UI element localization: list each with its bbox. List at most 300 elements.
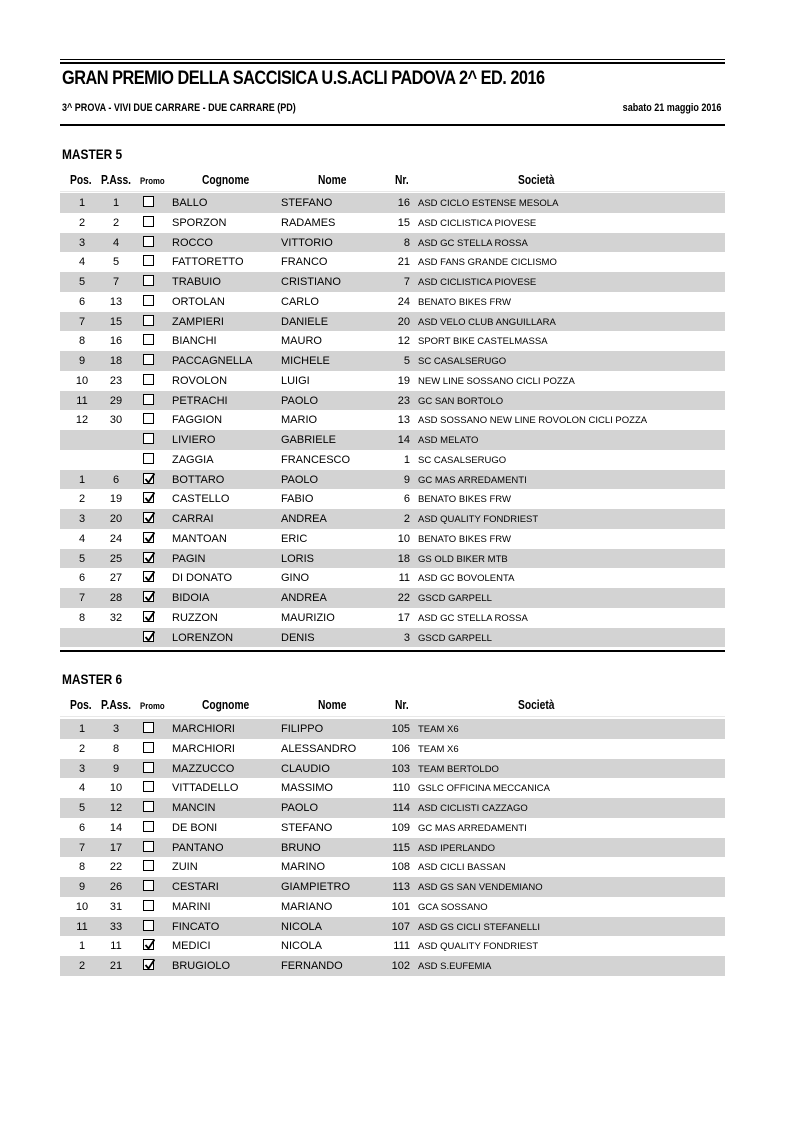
promo-checkbox-empty	[143, 196, 154, 207]
cell-societa: ASD QUALITY FONDRIEST	[418, 941, 539, 953]
cell-societa: NEW LINE SOSSANO CICLI POZZA	[418, 375, 575, 387]
table-row	[60, 628, 725, 648]
cell-pass: 33	[109, 920, 123, 933]
promo-checkbox-checked	[143, 512, 154, 523]
table-row	[60, 608, 725, 628]
cell-pos: 6	[78, 572, 86, 585]
cell-pass: 22	[109, 861, 123, 874]
page-subtitle: 3^ PROVA - VIVI DUE CARRARE - DUE CARRARE (PD)	[62, 102, 296, 114]
cell-societa: ASD GC STELLA ROSSA	[418, 612, 528, 624]
cell-cognome: MEDICI	[172, 940, 211, 953]
promo-checkbox-empty	[143, 742, 154, 753]
cell-pos: 1	[78, 197, 86, 209]
promo-checkbox-empty	[143, 880, 154, 891]
checkmark-icon	[144, 591, 155, 603]
cell-nr: 114	[392, 802, 410, 814]
promo-checkbox-checked	[143, 532, 154, 543]
column-header-rule	[60, 191, 725, 192]
cell-pass: 19	[109, 493, 123, 506]
promo-checkbox-empty	[143, 781, 154, 792]
cell-pos: 4	[78, 532, 86, 545]
cell-nr: 18	[397, 552, 410, 565]
cell-nr: 106	[391, 742, 410, 755]
cell-pass: 18	[109, 355, 123, 367]
cell-cognome: ROCCO	[172, 236, 213, 249]
cell-nome: GIAMPIETRO	[281, 881, 351, 893]
cell-pass: 26	[109, 881, 123, 893]
cell-pass: 23	[109, 374, 123, 387]
section-end-rule	[60, 650, 725, 652]
table-row	[60, 936, 725, 956]
cell-societa: ASD S.EUFEMIA	[418, 961, 492, 972]
cell-cognome: PACCAGNELLA	[172, 355, 253, 367]
cell-cognome: BOTTARO	[172, 473, 225, 486]
cell-pos: 8	[78, 611, 86, 624]
cell-societa: TEAM BERTOLDO	[418, 763, 499, 775]
cell-societa: GS OLD BIKER MTB	[418, 553, 508, 565]
cell-nome: FERNANDO	[281, 960, 343, 972]
cell-nome: FRANCESCO	[281, 453, 351, 466]
cell-cognome: PANTANO	[172, 841, 224, 854]
cell-nome: CARLO	[281, 295, 319, 308]
cell-cognome: MAZZUCCO	[172, 762, 235, 775]
table-row	[60, 798, 725, 818]
table-row	[60, 818, 725, 838]
cell-nr: 8	[403, 236, 410, 249]
cell-nome: MARINO	[281, 861, 325, 874]
table-row	[60, 213, 725, 233]
cell-cognome: VITTADELLO	[172, 782, 239, 795]
cell-pos: 8	[78, 335, 86, 348]
column-header-rule	[60, 716, 725, 717]
cell-pass: 28	[109, 592, 123, 604]
cell-nome: MAURIZIO	[281, 611, 335, 624]
cell-cognome: PETRACHI	[172, 394, 228, 407]
cell-societa: SC CASALSERUGO	[418, 356, 507, 367]
promo-checkbox-empty	[143, 374, 154, 385]
cell-pass: 9	[112, 762, 120, 775]
promo-checkbox-empty	[143, 762, 154, 773]
cell-pos: 2	[78, 216, 86, 229]
column-header-row	[60, 696, 725, 716]
col-cognome: Cognome	[202, 173, 250, 187]
col-societa: Società	[518, 173, 555, 187]
cell-nome: STEFANO	[281, 821, 333, 834]
cell-societa: ASD CICLISTI CAZZAGO	[418, 803, 528, 814]
col-pass: P.Ass.	[101, 698, 132, 712]
cell-nome: ERIC	[281, 532, 308, 545]
col-pass: P.Ass.	[101, 173, 132, 187]
promo-checkbox-checked	[143, 552, 154, 563]
col-nr: Nr.	[395, 698, 409, 712]
cell-societa: TEAM X6	[418, 724, 459, 735]
cell-pass: 14	[109, 821, 123, 834]
table-row	[60, 956, 725, 976]
table-row	[60, 568, 725, 588]
cell-pos: 3	[78, 236, 86, 249]
col-cognome: Cognome	[202, 698, 250, 712]
cell-cognome: ZAMPIERI	[172, 315, 224, 328]
cell-pass: 13	[109, 295, 123, 308]
promo-checkbox-checked	[143, 939, 154, 950]
checkmark-icon	[144, 473, 155, 485]
cell-nome: PAOLO	[281, 802, 319, 814]
cell-nr: 105	[391, 723, 410, 735]
cell-pos: 2	[78, 960, 86, 972]
cell-societa: GSCD GARPELL	[418, 632, 492, 644]
promo-checkbox-empty	[143, 354, 154, 365]
cell-nome: FRANCO	[281, 256, 328, 269]
table-row	[60, 588, 725, 608]
cell-societa: GC MAS ARREDAMENTI	[418, 822, 527, 834]
cell-nr: 115	[392, 841, 410, 854]
cell-nr: 108	[391, 861, 410, 874]
cell-pass: 20	[109, 513, 123, 525]
table-row	[60, 470, 725, 490]
cell-pos: 3	[78, 762, 86, 775]
cell-societa: GCA SOSSANO	[418, 901, 488, 913]
cell-nome: MAURO	[281, 335, 322, 348]
cell-pos: 11	[76, 394, 88, 407]
cell-pass: 31	[109, 900, 123, 913]
promo-checkbox-empty	[143, 216, 154, 227]
checkmark-icon	[144, 532, 155, 544]
promo-checkbox-empty	[143, 334, 154, 345]
cell-cognome: ZUIN	[172, 861, 198, 874]
cell-pass: 30	[109, 414, 123, 427]
top-double-rule-1	[60, 59, 725, 60]
table-row	[60, 292, 725, 312]
cell-pos: 5	[78, 276, 86, 288]
table-row	[60, 233, 725, 253]
checkmark-icon	[144, 552, 155, 564]
cell-nr: 6	[403, 493, 410, 506]
cell-nr: 5	[403, 355, 410, 367]
cell-pos: 2	[78, 493, 86, 506]
promo-checkbox-empty	[143, 453, 154, 464]
cell-societa: SC CASALSERUGO	[418, 454, 507, 466]
cell-pass: 4	[112, 236, 120, 249]
promo-checkbox-empty	[143, 920, 154, 931]
cell-pos: 6	[78, 821, 86, 834]
table-row	[60, 719, 725, 739]
table-row	[60, 509, 725, 529]
cell-pass: 11	[110, 940, 122, 953]
cell-societa: ASD CICLISTICA PIOVESE	[418, 217, 537, 229]
table-row	[60, 489, 725, 509]
promo-checkbox-empty	[143, 900, 154, 911]
table-row	[60, 897, 725, 917]
cell-cognome: CARRAI	[172, 513, 214, 525]
table-row	[60, 371, 725, 391]
cell-cognome: BIDOIA	[172, 592, 210, 604]
cell-pos: 5	[78, 802, 86, 814]
cell-pos: 10	[75, 374, 89, 387]
cell-nome: RADAMES	[281, 216, 336, 229]
table-row	[60, 351, 725, 371]
cell-nome: MICHELE	[281, 355, 330, 367]
table-row	[60, 857, 725, 877]
cell-cognome: FATTORETTO	[172, 256, 244, 269]
cell-cognome: LORENZON	[172, 631, 234, 644]
promo-checkbox-empty	[143, 801, 154, 812]
cell-nome: CRISTIANO	[281, 276, 341, 288]
col-pos: Pos.	[70, 698, 92, 712]
cell-societa: ASD GS SAN VENDEMIANO	[418, 882, 543, 893]
cell-pos: 9	[78, 355, 86, 367]
cell-societa: ASD CICLI BASSAN	[418, 862, 506, 874]
cell-nr: 15	[397, 216, 410, 229]
col-nome: Nome	[318, 698, 347, 712]
table-row	[60, 739, 725, 759]
cell-societa: ASD IPERLANDO	[418, 842, 496, 854]
table-row	[60, 917, 725, 937]
cell-nr: 24	[397, 295, 410, 308]
cell-pass: 25	[109, 552, 123, 565]
cell-pos: 1	[78, 940, 86, 953]
promo-checkbox-empty	[143, 394, 154, 405]
table-row	[60, 331, 725, 351]
cell-nome: FILIPPO	[281, 723, 324, 735]
cell-pos: 1	[78, 473, 86, 486]
cell-nome: NICOLA	[281, 920, 322, 933]
col-pos: Pos.	[70, 173, 92, 187]
cell-nome: MASSIMO	[281, 782, 333, 795]
checkmark-icon	[144, 611, 155, 623]
col-promo: Promo	[140, 176, 165, 187]
cell-nome: PAOLO	[281, 473, 319, 486]
cell-nr: 102	[391, 960, 410, 972]
promo-checkbox-empty	[143, 236, 154, 247]
cell-cognome: TRABUIO	[172, 276, 221, 288]
cell-societa: ASD VELO CLUB ANGUILLARA	[418, 316, 556, 328]
cell-cognome: CESTARI	[172, 881, 219, 893]
promo-checkbox-checked	[143, 591, 154, 602]
cell-pass: 15	[109, 315, 123, 328]
cell-cognome: MANTOAN	[172, 532, 227, 545]
cell-societa: ASD QUALITY FONDRIEST	[418, 514, 539, 525]
promo-checkbox-empty	[143, 413, 154, 424]
promo-checkbox-empty	[143, 275, 154, 286]
cell-cognome: BALLO	[172, 197, 208, 209]
cell-nr: 20	[397, 315, 410, 328]
cell-cognome: LIVIERO	[172, 434, 216, 446]
cell-pos: 8	[78, 861, 86, 874]
cell-cognome: FAGGION	[172, 414, 223, 427]
promo-checkbox-checked	[143, 473, 154, 484]
promo-checkbox-checked	[143, 611, 154, 622]
promo-checkbox-empty	[143, 821, 154, 832]
cell-societa: ASD GS CICLI STEFANELLI	[418, 921, 540, 933]
cell-cognome: ORTOLAN	[172, 295, 225, 308]
table-row	[60, 193, 725, 213]
cell-nome: GINO	[281, 572, 310, 585]
checkmark-icon	[144, 959, 155, 971]
cell-pass: 10	[109, 782, 123, 795]
cell-nr: 110	[392, 782, 410, 795]
cell-pass: 1	[112, 197, 120, 209]
cell-societa: GC SAN BORTOLO	[418, 395, 504, 407]
cell-societa: TEAM X6	[418, 743, 459, 755]
cell-nome: MARIANO	[281, 900, 333, 913]
cell-pos: 4	[78, 256, 86, 269]
cell-societa: SPORT BIKE CASTELMASSA	[418, 336, 548, 348]
cell-nome: DENIS	[281, 631, 315, 644]
promo-checkbox-checked	[143, 959, 154, 970]
cell-cognome: RUZZON	[172, 611, 218, 624]
cell-nr: 13	[397, 414, 410, 427]
cell-pos: 1	[78, 723, 86, 735]
cell-nr: 23	[397, 394, 410, 407]
cell-societa: ASD GC STELLA ROSSA	[418, 237, 528, 249]
cell-societa: ASD CICLISTICA PIOVESE	[418, 277, 537, 288]
cell-pos: 11	[76, 920, 88, 933]
cell-cognome: DI DONATO	[172, 572, 233, 585]
cell-societa: BENATO BIKES FRW	[418, 533, 511, 545]
table-row	[60, 391, 725, 411]
cell-pass: 29	[109, 394, 123, 407]
col-nome: Nome	[318, 173, 347, 187]
checkmark-icon	[144, 492, 155, 504]
cell-nome: MARIO	[281, 414, 318, 427]
cell-pass: 12	[109, 802, 123, 814]
cell-pass: 16	[109, 335, 123, 348]
cell-pos: 6	[78, 295, 86, 308]
section-title-master-5: MASTER 5	[62, 146, 123, 162]
cell-nr: 14	[397, 434, 410, 446]
cell-nome: ANDREA	[281, 513, 327, 525]
cell-nr: 101	[391, 900, 410, 913]
cell-cognome: PAGIN	[172, 552, 206, 565]
results-table-master-5	[60, 193, 725, 647]
cell-nr: 7	[403, 276, 410, 288]
cell-nr: 17	[397, 611, 410, 624]
cell-pos: 7	[78, 592, 86, 604]
promo-checkbox-empty	[143, 315, 154, 326]
cell-nr: 109	[391, 821, 410, 834]
col-promo: Promo	[140, 701, 165, 712]
promo-checkbox-checked	[143, 571, 154, 582]
cell-nome: GABRIELE	[281, 434, 337, 446]
cell-nr: 10	[397, 532, 410, 545]
cell-pos: 12	[75, 414, 89, 427]
cell-pass: 27	[109, 572, 123, 585]
cell-pos: 10	[75, 900, 89, 913]
cell-pass: 32	[109, 611, 123, 624]
cell-cognome: BIANCHI	[172, 335, 217, 348]
table-row	[60, 430, 725, 450]
cell-nome: FABIO	[281, 493, 314, 506]
column-header-row	[60, 171, 725, 191]
promo-checkbox-empty	[143, 841, 154, 852]
page-title: GRAN PREMIO DELLA SACCISICA U.S.ACLI PADOVA 2^ ED. 2016	[62, 68, 545, 89]
cell-nome: NICOLA	[281, 940, 322, 953]
cell-nr: 12	[397, 335, 410, 348]
cell-cognome: MARINI	[172, 900, 211, 913]
table-row	[60, 838, 725, 858]
checkmark-icon	[144, 939, 155, 951]
cell-cognome: CASTELLO	[172, 493, 230, 506]
promo-checkbox-empty	[143, 860, 154, 871]
col-societa: Società	[518, 698, 555, 712]
cell-cognome: ZAGGIA	[172, 453, 214, 466]
cell-pass: 17	[109, 841, 123, 854]
cell-nr: 3	[403, 631, 410, 644]
cell-pos: 4	[78, 782, 86, 795]
cell-nome: VITTORIO	[281, 236, 333, 249]
cell-pass: 8	[112, 742, 120, 755]
cell-pass: 21	[109, 960, 123, 972]
cell-nr: 11	[398, 572, 410, 585]
cell-pass: 5	[112, 256, 120, 269]
cell-pass: 6	[112, 473, 120, 486]
top-double-rule-2	[60, 62, 725, 64]
cell-pos: 7	[78, 841, 86, 854]
cell-cognome: DE BONI	[172, 821, 218, 834]
cell-societa: ASD CICLO ESTENSE MESOLA	[418, 198, 559, 209]
header-rule	[60, 124, 725, 126]
table-row	[60, 778, 725, 798]
checkmark-icon	[144, 512, 155, 524]
cell-pass: 24	[109, 532, 123, 545]
cell-societa: GSLC OFFICINA MECCANICA	[418, 783, 550, 795]
cell-nome: CLAUDIO	[281, 762, 330, 775]
cell-pos: 7	[78, 315, 86, 328]
table-row	[60, 529, 725, 549]
cell-nr: 1	[403, 453, 410, 466]
table-row	[60, 759, 725, 779]
cell-nome: LORIS	[281, 552, 315, 565]
promo-checkbox-empty	[143, 433, 154, 444]
table-row	[60, 272, 725, 292]
event-date: sabato 21 maggio 2016	[622, 102, 721, 114]
cell-nome: DANIELE	[281, 315, 329, 328]
cell-cognome: MARCHIORI	[172, 723, 235, 735]
section-title-master-6: MASTER 6	[62, 671, 123, 687]
promo-checkbox-checked	[143, 631, 154, 642]
table-row	[60, 877, 725, 897]
cell-nome: ALESSANDRO	[281, 742, 357, 755]
cell-pos: 9	[78, 881, 86, 893]
cell-nr: 107	[391, 920, 410, 933]
promo-checkbox-empty	[143, 295, 154, 306]
cell-pass: 7	[112, 276, 120, 288]
promo-checkbox-empty	[143, 722, 154, 733]
cell-societa: GSCD GARPELL	[418, 593, 492, 604]
cell-nome: LUIGI	[281, 374, 310, 387]
checkmark-icon	[144, 571, 155, 583]
cell-nr: 16	[397, 197, 410, 209]
cell-nr: 9	[403, 473, 410, 486]
table-row	[60, 312, 725, 332]
cell-cognome: SPORZON	[172, 216, 227, 229]
cell-cognome: BRUGIOLO	[172, 960, 231, 972]
table-row	[60, 549, 725, 569]
cell-cognome: ROVOLON	[172, 374, 228, 387]
cell-pass: 2	[112, 216, 120, 229]
cell-nr: 19	[397, 374, 410, 387]
cell-societa: BENATO BIKES FRW	[418, 494, 511, 506]
cell-societa: BENATO BIKES FRW	[418, 296, 511, 308]
cell-nr: 103	[391, 762, 410, 775]
cell-nr: 21	[397, 256, 410, 269]
cell-nome: PAOLO	[281, 394, 319, 407]
table-row	[60, 410, 725, 430]
cell-cognome: FINCATO	[172, 920, 220, 933]
cell-nr: 2	[403, 513, 410, 525]
promo-checkbox-empty	[143, 255, 154, 266]
cell-societa: ASD FANS GRANDE CICLISMO	[418, 257, 557, 269]
